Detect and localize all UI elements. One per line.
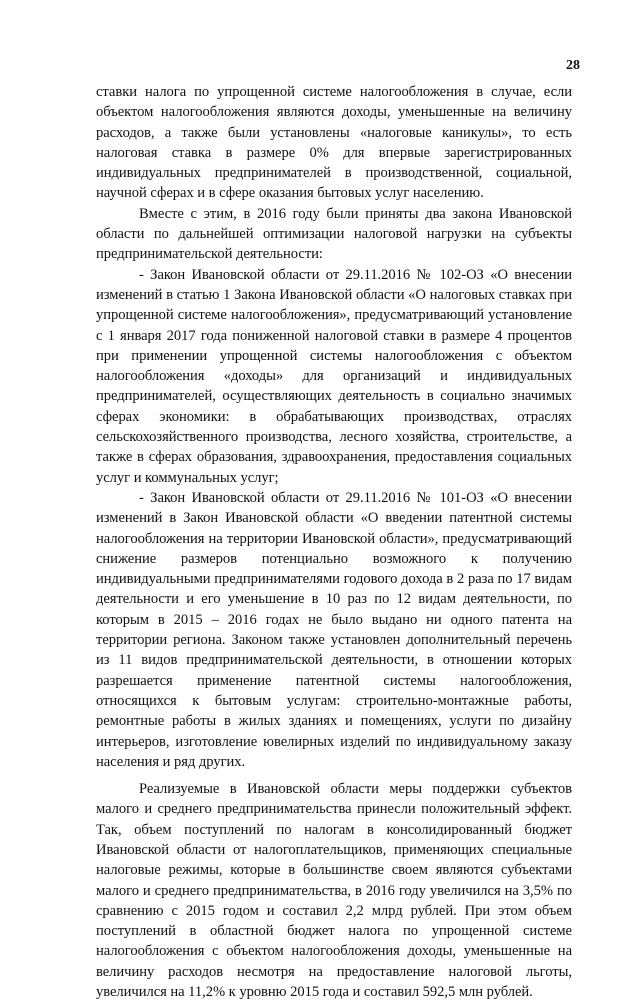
paragraph-law-101: - Закон Ивановской области от 29.11.2016 № 101-ОЗ «О внесении изменений в Закон Ивановской области «О введении патентной системы налогообложения на территории Ивановской области», предусматривающий снижение размеров потенциально возможного к получению индивидуальными предпринимателями годового дохода в 2 раза по 17 видам деятельности и его уменьшение в 10 раз по 12 видам деятельности, по которым в 2015 – 2016 годах не было выдано ни одного патента на территории региона. Законом также установлен дополнительный перечень из 11 видов предпринимательской деятельности, в отношении которых разрешается применение патентной системы налогообложения, относящихся к бытовым услугам: строительно-монтажные работы, ремонтные работы в жилых зданиях и помещениях, услуги по дизайну интерьеров, изготовление ювелирных изделий по индивидуальному заказу населения и ряд других. <box>96 489 572 770</box>
paragraph-1: ставки налога по упрощенной системе налогообложения в случае, если объектом налогообложения являются доходы, уменьшенные на величину расходов, а также были установлены «налоговые каникулы», то есть налоговая ставка в размере 0% для впервые зарегистрированных индивидуальных предпринимателей в производственной, социальной, научной сферах и в сфере оказания бытовых услуг населению. <box>96 84 572 202</box>
page-number: 28 <box>566 58 580 73</box>
paragraph-2: Вместе с этим, в 2016 году были приняты два закона Ивановской области по дальнейшей оптимизации налоговой нагрузки на субъекты предпринимательской деятельности: <box>96 205 572 263</box>
paragraph-law-102: - Закон Ивановской области от 29.11.2016 № 102-ОЗ «О внесении изменений в статью 1 Закона Ивановской области «О налоговых ставках при упрощенной системе налогообложения», предусматривающий установление с 1 января 2017 года пониженной налоговой ставки в размере 4 процентов при применении упрощенной системы налогообложения с объектом налогообложения «доходы» для организаций и индивидуальных предпринимателей, осуществляющих деятельность в социально значимых сферах экономики: в обрабатывающих производствах, отраслях сельскохозяйственного производства, лесного хозяйства, строительстве, а также в сферах образования, здравоохранения, предоставления социальных услуг и коммунальных услуг; <box>96 266 572 486</box>
paragraph-results: Реализуемые в Ивановской области меры поддержки субъектов малого и среднего предпринимательства принесли положительный эффект. Так, объем поступлений по налогам в консолидированный бюджет Ивановской области от налогоплательщиков, применяющих специальные налоговые режимы, которые в большинстве своем являются субъектами малого и среднего предпринимательства, в 2016 году увеличился на 3,5% по сравнению с 2015 годом и составил 2,2 млрд рублей. При этом объем поступлений в областной бюджет налога по упрощенной системе налогообложения с объектом налогообложения доходы, уменьшенные на величину расходов несмотря на предоставление налоговой льготы, увеличился на 11,2% к уровню 2015 года и составил 592,5 млн рублей. <box>96 781 572 1001</box>
document-body <box>96 82 572 1002</box>
